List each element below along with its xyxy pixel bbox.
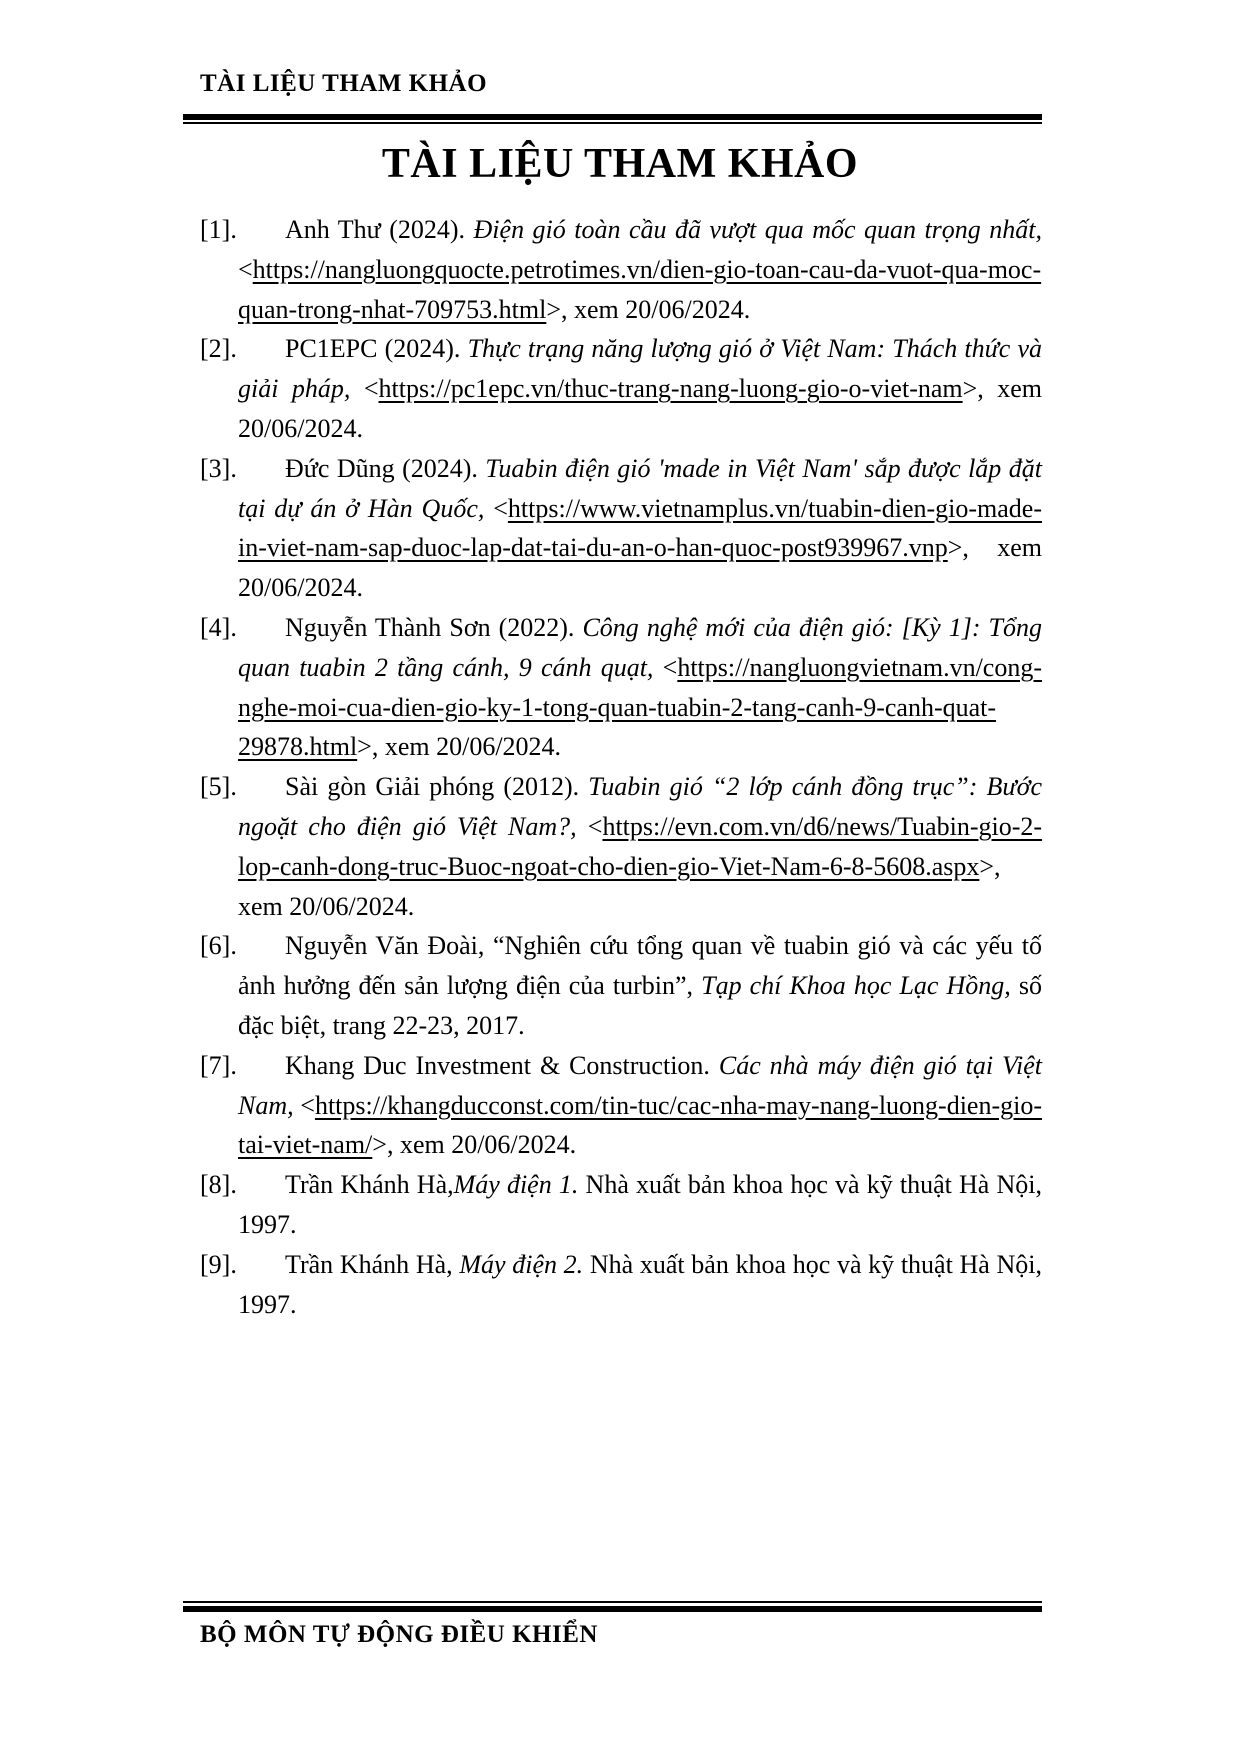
reference-title-text: Tuabin gió “2 lớp cánh đồng trục”: Bước ngoặt cho điện gió Việt Nam?, xyxy=(238,772,1042,841)
reference-title-text: Các nhà máy điện gió tại Việt Nam, xyxy=(238,1050,1042,1120)
reference-text: < xyxy=(576,811,603,841)
reference-text: >, xem 20/06/2024. xyxy=(357,732,562,762)
page-title: TÀI LIỆU THAM KHẢO xyxy=(381,141,859,187)
reference-text: < xyxy=(238,254,253,284)
reference-link[interactable]: https://khangducconst.com/tin-tuc/cac-nha-may-nang-luong-dien-gio-tai-viet-nam/ xyxy=(238,1090,1042,1160)
reference-title-text: Máy điện 2. xyxy=(459,1249,584,1279)
reference-title-text: Thực trạng năng lượng gió ở Việt Nam: Thách thức và giải pháp, xyxy=(238,334,1042,404)
reference-text: >, xem 20/06/2024. xyxy=(238,533,1042,603)
reference-link[interactable]: https://nangluongvietnam.vn/cong-nghe-moi-cua-dien-gio-ky-1-tong-quan-tuabin-2-tang-canh-9-canh-quat-29878.html xyxy=(238,652,1042,762)
reference-title-text: Tuabin điện gió 'made in Việt Nam' sắp được lắp đặt tại dự án ở Hàn Quốc, xyxy=(238,453,1042,523)
footer-rule-thick-line xyxy=(183,1606,1042,1612)
reference-text: >, xem 20/06/2024. xyxy=(238,374,1042,443)
reference-link[interactable]: https://www.vietnamplus.vn/tuabin-dien-gio-made-in-viet-nam-sap-duoc-lap-dat-tai-du-an-o-han-quoc-post939967.vnp xyxy=(238,493,1042,563)
reference-text: < xyxy=(293,1090,315,1120)
reference-text: Đức Dũng (2024). xyxy=(285,453,486,483)
reference-text: Khang Duc Investment & Construction. xyxy=(285,1050,719,1080)
reference-text: Nhà xuất bản khoa học và kỹ thuật Hà Nội, 1997. xyxy=(238,1249,1042,1319)
reference-number: [5]. xyxy=(200,772,237,802)
reference-item xyxy=(200,608,1042,767)
reference-text: < xyxy=(350,374,379,404)
reference-link[interactable]: https://evn.com.vn/d6/news/Tuabin-gio-2-lop-canh-dong-truc-Buoc-ngoat-cho-dien-gio-Viet-Nam-6-8-5608.aspx xyxy=(238,811,1043,881)
reference-text: Trần Khánh Hà, xyxy=(285,1170,454,1200)
reference-text: Anh Thư (2024). xyxy=(285,215,474,244)
reference-item xyxy=(200,1046,1042,1165)
reference-text: >, xem 20/06/2024. xyxy=(372,1130,577,1160)
footer-rule xyxy=(183,1601,1042,1612)
reference-item xyxy=(200,767,1042,926)
page-footer xyxy=(183,1601,1042,1649)
page-header xyxy=(200,70,1042,124)
reference-number: [3]. xyxy=(200,453,237,483)
reference-number: [9]. xyxy=(200,1249,237,1279)
reference-text: >, xem 20/06/2024. xyxy=(546,294,751,324)
reference-number: [8]. xyxy=(200,1170,237,1200)
reference-text: >, xem 20/06/2024. xyxy=(238,851,1001,921)
reference-title-text: Tạp chí Khoa học Lạc Hồng, xyxy=(701,971,1011,1001)
reference-number: [1]. xyxy=(200,215,237,244)
reference-item xyxy=(200,1245,1042,1325)
reference-text: Nhà xuất bản khoa học và kỹ thuật Hà Nội, 1997. xyxy=(238,1170,1042,1239)
reference-text: Nguyễn Thành Sơn (2022). xyxy=(285,612,583,642)
reference-text: PC1EPC (2024). xyxy=(285,334,468,364)
running-header-title: TÀI LIỆU THAM KHẢO xyxy=(200,70,488,97)
reference-item xyxy=(200,449,1042,608)
footer-text: BỘ MÔN TỰ ĐỘNG ĐIỀU KHIỂN xyxy=(200,1621,598,1648)
reference-text: Trần Khánh Hà, xyxy=(285,1249,460,1279)
reference-item xyxy=(200,926,1042,1045)
reference-link[interactable]: https://nangluongquocte.petrotimes.vn/dien-gio-toan-cau-da-vuot-qua-moc-quan-trong-nhat-709753.html xyxy=(238,254,1042,324)
header-rule xyxy=(183,114,1042,124)
reference-text: Nguyễn Văn Đoài, “Nghiên cứu tổng quan về tuabin gió và các yếu tố ảnh hưởng đến sản lượng điện của turbin”, xyxy=(238,931,1042,1001)
reference-number: [2]. xyxy=(200,334,237,364)
reference-item xyxy=(200,1165,1042,1245)
reference-number: [7]. xyxy=(200,1050,237,1080)
reference-number: [4]. xyxy=(200,612,237,642)
reference-title-text: Công nghệ mới của điện gió: [Kỳ 1]: Tổng quan tuabin 2 tầng cánh, 9 cánh quạt, xyxy=(238,612,1042,682)
reference-text: số đặc biệt, trang 22-23, 2017. xyxy=(238,971,1042,1040)
reference-text: < xyxy=(484,493,508,523)
references-list xyxy=(200,210,1042,1324)
header-rule-thin-line xyxy=(183,122,1042,124)
reference-item xyxy=(200,210,1042,329)
reference-text: < xyxy=(653,652,678,682)
reference-number: [6]. xyxy=(200,931,237,961)
reference-title-text: Điện gió toàn cầu đã vượt qua mốc quan trọng nhất, xyxy=(473,215,1042,244)
reference-link[interactable]: https://pc1epc.vn/thuc-trang-nang-luong-gio-o-viet-nam xyxy=(378,374,963,404)
reference-text: Sài gòn Giải phóng (2012). xyxy=(285,772,589,802)
reference-item xyxy=(200,329,1042,448)
reference-title-text: Máy điện 1. xyxy=(453,1170,579,1200)
